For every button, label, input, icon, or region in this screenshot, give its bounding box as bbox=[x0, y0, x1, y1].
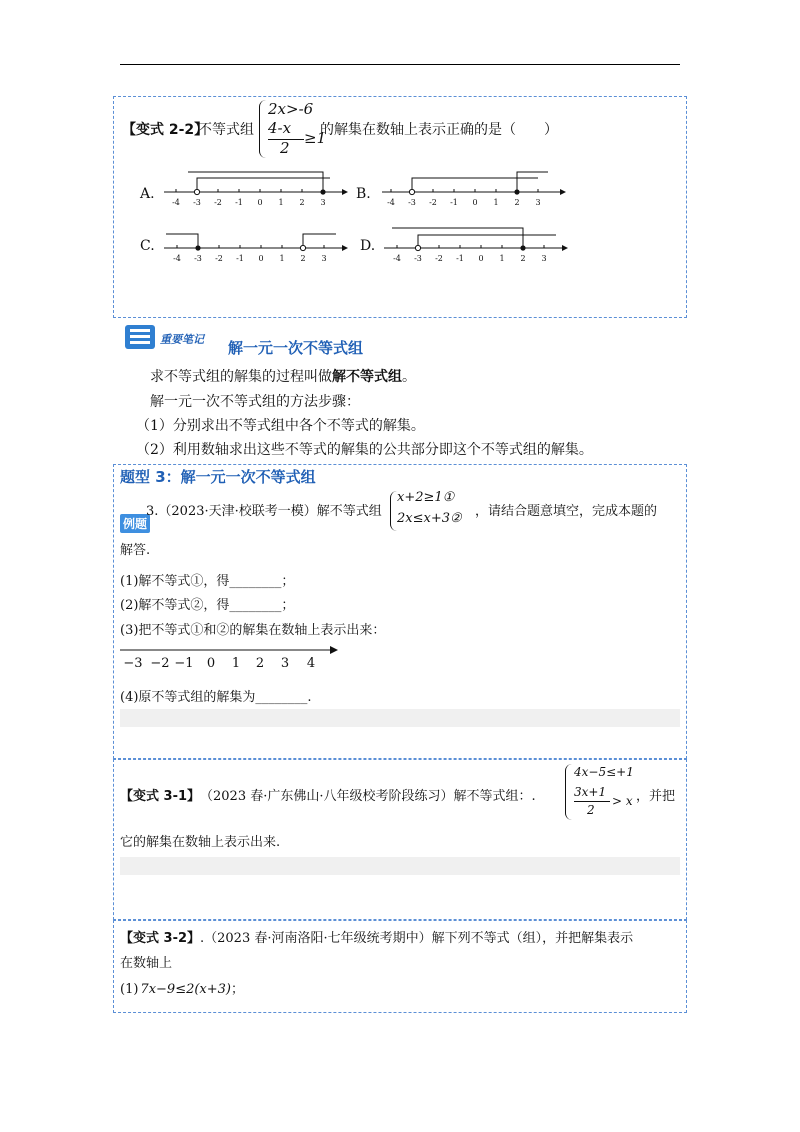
inequality-1: 4x−5≤+1 bbox=[574, 765, 634, 779]
tick-label: -1 bbox=[235, 198, 243, 207]
part-punctuation: ； bbox=[231, 982, 245, 997]
notes-step-2: （2）利用数轴求出这些不等式的解集的公共部分即这个不等式组的解集。 bbox=[136, 442, 593, 458]
part-3: (3)把不等式①和②的解集在数轴上表示出来： bbox=[120, 623, 386, 638]
tick-label: 4 bbox=[306, 656, 316, 671]
fraction-numerator: 3x+1 bbox=[574, 785, 607, 799]
notes-line-1-text: 求不等式组的解集的过程叫做 bbox=[150, 369, 332, 385]
fraction-denominator: 2 bbox=[280, 139, 290, 157]
question-stem-end: 的解集在数轴上表示正确的是（ ） bbox=[320, 122, 558, 138]
option-b-label: B. bbox=[356, 186, 371, 202]
part-number: (1) bbox=[120, 982, 139, 997]
inequality-relation: ≥1 bbox=[304, 129, 327, 147]
tick-label: 2 bbox=[300, 254, 306, 263]
option-a-number-line bbox=[160, 158, 350, 208]
part-2: (2)解不等式②，得________； bbox=[120, 598, 295, 613]
tick-label: −2 bbox=[150, 656, 170, 671]
notes-line-1 bbox=[150, 367, 416, 387]
tick-label: 3 bbox=[541, 254, 547, 263]
tick-label: 0 bbox=[472, 198, 478, 207]
notes-icon-label: 重要笔记 bbox=[160, 333, 204, 346]
tick-label: 1 bbox=[231, 656, 241, 671]
part-4: (4)原不等式组的解集为________. bbox=[120, 690, 312, 705]
tick-label: 1 bbox=[278, 198, 284, 207]
tick-label: 3 bbox=[321, 254, 327, 263]
tick-label: −3 bbox=[123, 656, 143, 671]
tick-label: 2 bbox=[514, 198, 520, 207]
tick-label: -4 bbox=[173, 254, 181, 263]
option-b-number-line bbox=[378, 158, 568, 208]
option-d-number-line bbox=[380, 218, 570, 268]
inequality-relation: > x bbox=[612, 794, 633, 808]
notes-step-1: （1）分别求出不等式组中各个不等式的解集。 bbox=[136, 418, 425, 434]
tick-label: -2 bbox=[429, 198, 437, 207]
variant-3-1-tail: ，并把 bbox=[636, 789, 676, 804]
inequality-2: 2x≤x+3② bbox=[397, 511, 462, 526]
variant-3-2-line-1: .（2023 春·河南洛阳·七年级统考期中）解下列不等式（组），并把解集表示 bbox=[200, 931, 634, 946]
tick-label: 0 bbox=[258, 254, 264, 263]
system-brace bbox=[565, 764, 572, 820]
variant-3-1-line-2: 它的解集在数轴上表示出来. bbox=[120, 835, 281, 850]
variant-3-2-part-1 bbox=[120, 980, 244, 1000]
tick-label: -3 bbox=[414, 254, 422, 263]
header-rule bbox=[120, 64, 680, 65]
part-1: (1)解不等式①，得________； bbox=[120, 574, 295, 589]
tick-label: -1 bbox=[456, 254, 464, 263]
tick-label: 0 bbox=[478, 254, 484, 263]
tick-label: 3 bbox=[535, 198, 541, 207]
tick-label: -1 bbox=[236, 254, 244, 263]
tick-label: −1 bbox=[174, 656, 194, 671]
variant-label: 【变式 2-2】 bbox=[122, 122, 209, 138]
answer-area[interactable] bbox=[120, 857, 680, 875]
type-3-heading: 题型 3：解一元一次不等式组 bbox=[120, 468, 316, 486]
option-a-label: A. bbox=[140, 186, 155, 202]
variant-3-2-line-2: 在数轴上 bbox=[120, 956, 173, 971]
question-3-stem-cont: ，请结合题意填空，完成本题的 bbox=[475, 504, 658, 519]
inequality: 7x−9≤2(x+3) bbox=[140, 982, 231, 997]
variant-label: 【变式 3-2】 bbox=[120, 931, 201, 946]
question-3-stem: 3.（2023·天津·校联考一模）解不等式组 bbox=[146, 504, 382, 519]
fraction-denominator: 2 bbox=[587, 803, 595, 817]
answer-number-line bbox=[118, 642, 348, 672]
system-brace bbox=[390, 491, 397, 531]
tick-label: 2 bbox=[255, 656, 265, 671]
notebook-icon bbox=[124, 324, 158, 350]
notes-title: 解一元一次不等式组 bbox=[228, 339, 364, 357]
option-c-label: C. bbox=[140, 238, 155, 254]
tick-label: 3 bbox=[280, 656, 290, 671]
question-stem: 不等式组 bbox=[198, 122, 254, 138]
fraction-numerator: 4-x bbox=[268, 119, 292, 137]
tick-label: -2 bbox=[214, 198, 222, 207]
tick-label: -1 bbox=[450, 198, 458, 207]
tick-label: 0 bbox=[206, 656, 216, 671]
variant-label: 【变式 3-1】 bbox=[120, 789, 201, 804]
tick-label: 2 bbox=[299, 198, 305, 207]
answer-area[interactable] bbox=[120, 709, 680, 727]
inequality-1: x+2≥1① bbox=[397, 490, 455, 505]
option-c-number-line bbox=[160, 218, 350, 268]
tick-label: -2 bbox=[435, 254, 443, 263]
option-d-label: D. bbox=[360, 238, 376, 254]
notes-line-2: 解一元一次不等式组的方法步骤： bbox=[150, 394, 360, 410]
tick-label: -3 bbox=[408, 198, 416, 207]
tick-label: 1 bbox=[493, 198, 499, 207]
variant-3-1-source: （2023 春·广东佛山·八年级校考阶段练习）解不等式组：. bbox=[200, 789, 536, 804]
notes-term: 解不等式组 bbox=[332, 369, 402, 385]
tick-label: -3 bbox=[194, 254, 202, 263]
tick-label: 1 bbox=[499, 254, 505, 263]
tick-label: -4 bbox=[393, 254, 401, 263]
question-3-stem-end: 解答. bbox=[120, 543, 151, 558]
tick-label: -4 bbox=[172, 198, 180, 207]
tick-label: -4 bbox=[387, 198, 395, 207]
tick-label: 0 bbox=[257, 198, 263, 207]
example-badge: 例题 bbox=[120, 514, 150, 533]
tick-label: 1 bbox=[279, 254, 285, 263]
inequality-1: 2x>-6 bbox=[268, 100, 314, 118]
tick-label: -3 bbox=[193, 198, 201, 207]
tick-label: 2 bbox=[520, 254, 526, 263]
notes-line-1-end: 。 bbox=[402, 369, 416, 385]
tick-label: -2 bbox=[215, 254, 223, 263]
system-brace bbox=[259, 100, 266, 158]
tick-label: 3 bbox=[320, 198, 326, 207]
